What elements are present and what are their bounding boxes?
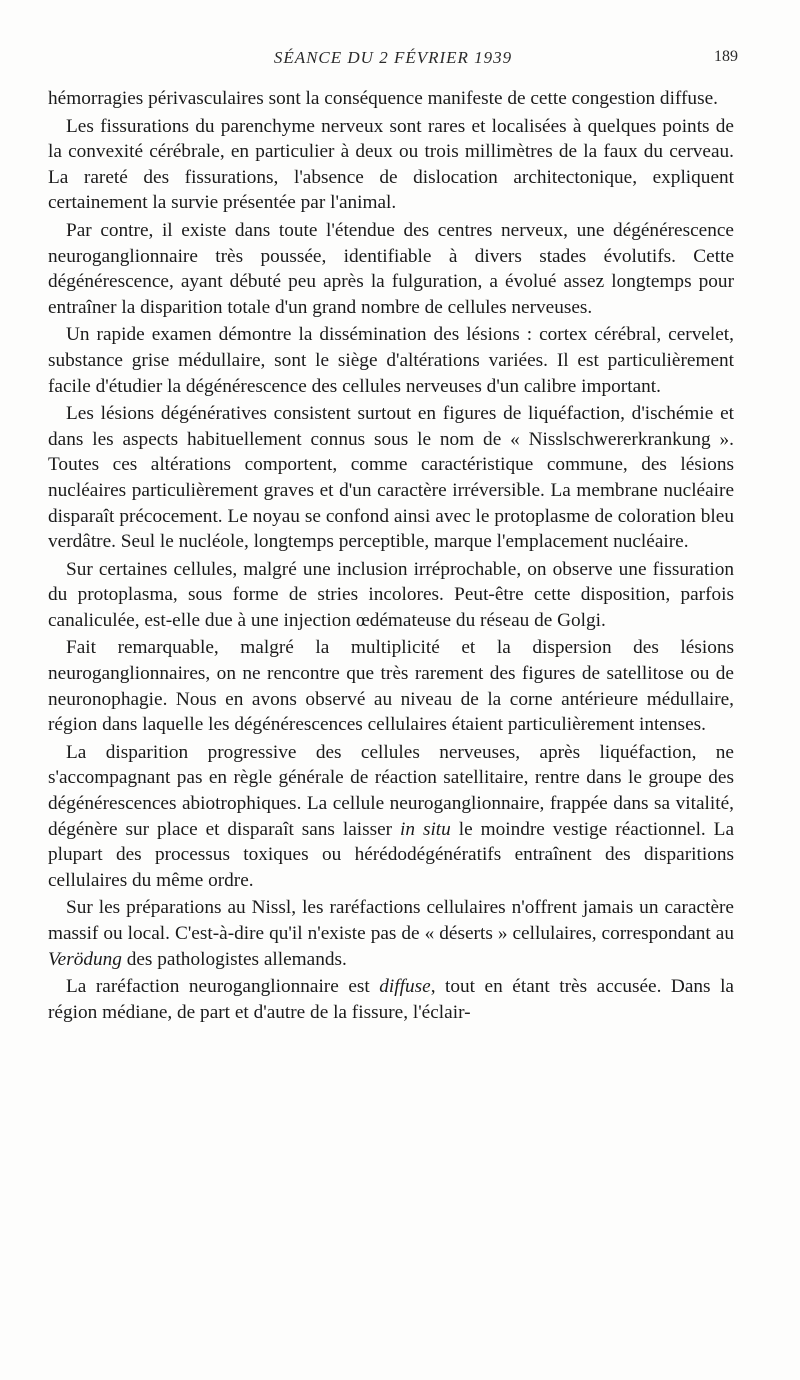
paragraph-8-italic: in situ (400, 818, 451, 840)
paragraph-9-text-b: des pathologistes allemands. (121, 948, 347, 970)
paragraph-8-text-a: La disparition progressive des cellules nerveuses, après liquéfaction, ne s'accompagnant pas en règle générale de réaction satellitaire, rentre dans le groupe des dégénérescences abiotrophiques. La cellule neuroganglionnaire, frappée dans sa vitalité, dégénère sur place et disparaît sans laisser (48, 741, 734, 840)
body-text (48, 86, 734, 1025)
paragraph-9-italic: Verödung (48, 948, 122, 970)
paragraph-9 (48, 895, 734, 972)
paragraph-7: Fait remarquable, malgré la multiplicité et la dispersion des lésions neuroganglionnaires, on ne rencontre que très rarement des figures de satellitose ou de neuronophagie. Nous en avons observé au niveau de la corne antérieure médullaire, région dans laquelle les dégénérescences cellulaires étaient particulièrement intenses. (48, 637, 734, 736)
paragraph-6: Sur certaines cellules, malgré une inclusion irréprochable, on observe une fissuration du protoplasma, sous forme de stries incolores. Peut-être cette disposition, parfois canaliculée, est-elle due à une injection œdémateuse du réseau de Golgi. (48, 558, 734, 631)
paragraph-1: hémorragies périvasculaires sont la conséquence manifeste de cette congestion diffuse. (48, 88, 718, 109)
paragraph-3: Par contre, il existe dans toute l'étendue des centres nerveux, une dégénérescence neuroganglionnaire très poussée, identifiable à divers stades évolutifs. Cette dégénérescence, ayant débuté peu après la fulguration, a évolué assez longtemps pour entraîner la disparition totale d'un grand nombre de cellules nerveuses. (48, 219, 734, 318)
paragraph-4: Un rapide examen démontre la dissémination des lésions : cortex cérébral, cervelet, substance grise médullaire, sont le siège d'altérations variées. Il est particulièrement facile d'étudier la dégénérescence des cellules nerveuses d'un calibre important. (48, 324, 734, 397)
paragraph-10-italic: diffuse (379, 976, 431, 998)
paragraph-8-text-b: le moindre vestige réactionnel. La plupart des processus toxiques ou hérédodégénératifs entraînent des disparitions cellulaires du même ordre. (48, 818, 734, 891)
paragraph-9-text-a: Sur les préparations au Nissl, les raréfactions cellulaires n'offrent jamais un caractère massif ou local. C'est-à-dire qu'il n'existe pas de « déserts » cellulaires, correspondant au (48, 897, 734, 944)
paragraph-10-text-b: , tout en étant très accusée. Dans la région médiane, de part et d'autre de la fissure, l'éclair- (48, 976, 734, 1023)
paragraph-10 (48, 974, 734, 1025)
paragraph-2: Les fissurations du parenchyme nerveux sont rares et localisées à quelques points de la convexité cérébrale, en particulier à deux ou trois millimètres de la faux du cerveau. La rareté des fissurations, l'absence de dislocation architectonique, expliquent certainement la survie présentée par l'animal. (48, 115, 734, 214)
paragraph-5: Les lésions dégénératives consistent surtout en figures de liquéfaction, d'ischémie et dans les aspects habituellement connus sous le nom de « Nisslschwererkrankung ». Toutes ces altérations comportent, comme caractéristique commune, des lésions nucléaires particulièrement graves et d'un caractère irréversible. La membrane nucléaire disparaît précocement. Le noyau se confond ainsi avec le protoplasme de coloration bleu verdâtre. Seul le nucléole, longtemps perceptible, marque l'emplacement nucléaire. (48, 403, 734, 553)
paragraph-10-text-a: La raréfaction neuroganglionnaire est (66, 976, 380, 998)
running-title: SÉANCE DU 2 FÉVRIER 1939 (273, 48, 513, 67)
running-head (48, 48, 738, 72)
page-number: 189 (714, 48, 738, 65)
paragraph-8 (48, 740, 734, 894)
